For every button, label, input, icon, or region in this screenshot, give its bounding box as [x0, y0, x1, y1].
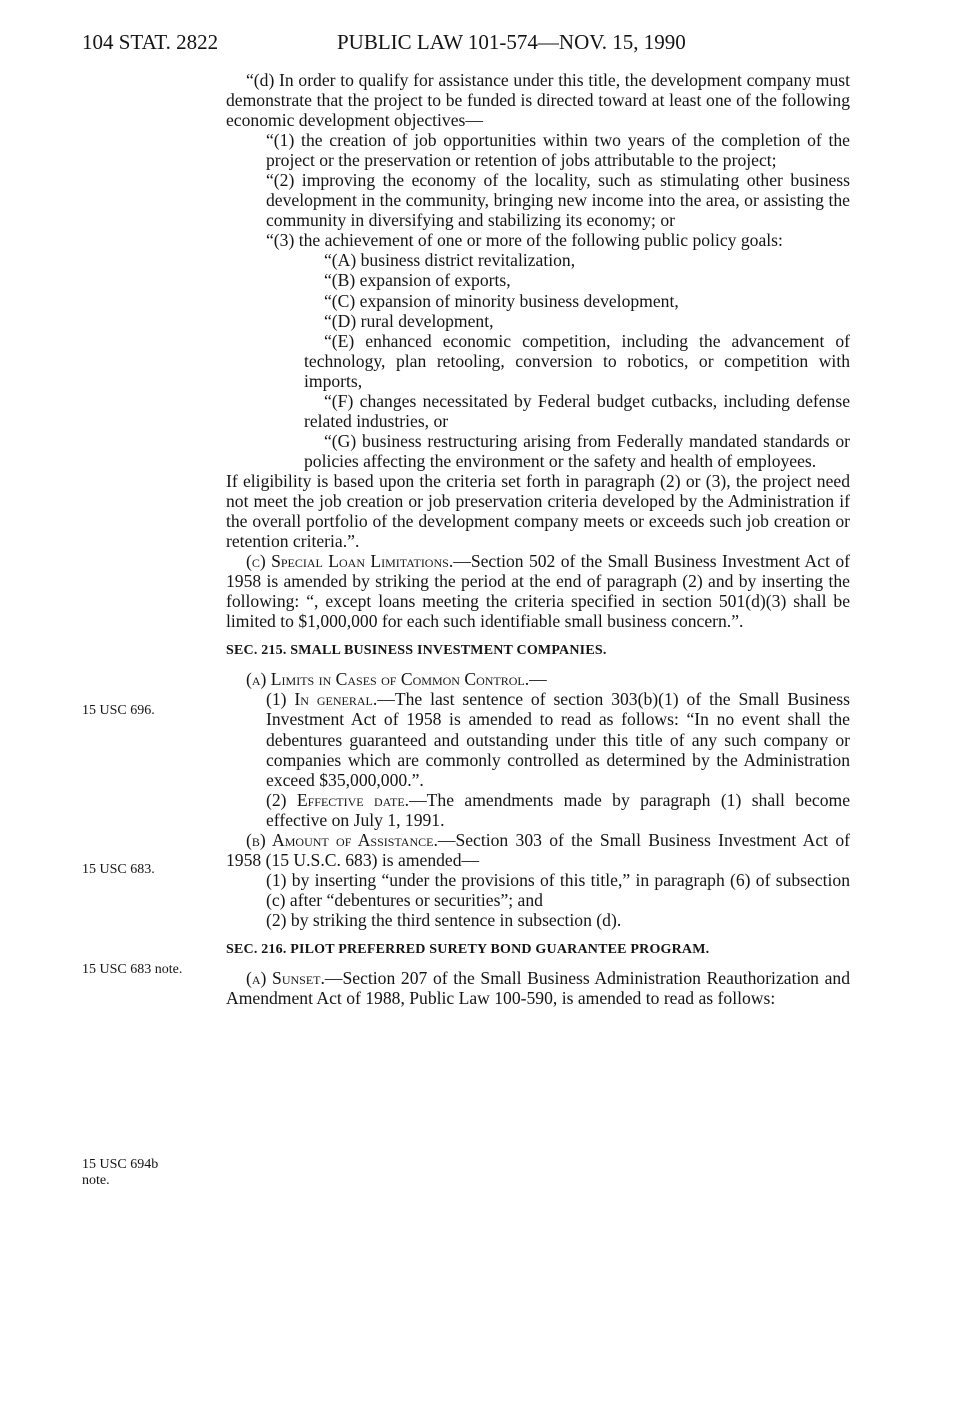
paragraph-a2: [226, 790, 850, 830]
margin-note-694b-note: note.: [82, 1173, 110, 1188]
subsection-c: [226, 551, 850, 631]
subsection-sunset-text: —Section 207 of the Small Business Administration Reauthorization and Amendment Act of 1988, Public Law 100-590, is amended to read as follows:: [226, 968, 850, 1009]
paragraph-b1: (1) by inserting “under the provisions of this title,” in paragraph (6) of subsection (c) after “debentures or securities”; and: [266, 869, 850, 910]
goal-b: “(B) expansion of exports,: [324, 270, 511, 291]
subsection-sunset-label: (a) Sunset.: [246, 968, 325, 989]
subsection-c-label: (c) Special Loan Limitations.: [246, 551, 454, 572]
objective-1: “(1) the creation of job opportunities within two years of the completion of the project or the preservation or retention of jobs attributable to the project;: [266, 130, 850, 171]
subsection-d-intro: “(d) In order to qualify for assistance under this title, the development company must demonstrate that the project to be funded is directed toward at least one of the following economic development objectives—: [226, 70, 850, 131]
section-216-heading: SEC. 216. PILOT PREFERRED SURETY BOND GUARANTEE PROGRAM.: [226, 941, 710, 957]
page-reference: 104 STAT. 2822: [82, 30, 219, 54]
goal-f: “(F) changes necessitated by Federal budget cutbacks, including defense related industries, or: [304, 390, 850, 431]
page-title: PUBLIC LAW 101-574—NOV. 15, 1990: [337, 30, 686, 54]
margin-note-683-note: 15 USC 683 note.: [82, 962, 183, 977]
margin-note-694b: 15 USC 694b: [82, 1157, 159, 1172]
margin-note-696: 15 USC 696.: [82, 703, 155, 718]
subsection-b: [226, 830, 850, 870]
paragraph-b2: (2) by striking the third sentence in subsection (d).: [266, 909, 622, 930]
paragraph-a1-label: (1) In general.: [266, 689, 378, 710]
goal-a: “(A) business district revitalization,: [324, 250, 576, 271]
paragraph-a2-label: (2) Effective date.: [266, 789, 410, 810]
paragraph-a2-text: —The amendments made by paragraph (1) shall become effective on July 1, 1991.: [266, 789, 851, 830]
eligibility-paragraph: If eligibility is based upon the criteria set forth in paragraph (2) or (3), the project need not meet the job creation or job preservation criteria developed by the Administration if the overall portfolio of the development company meets or exceeds such job creation or retention criteria.”.: [226, 470, 850, 552]
subsection-sunset: [226, 968, 850, 1008]
paragraph-a1: [226, 689, 850, 789]
paragraph-a1-text: —The last sentence of section 303(b)(1) of the Small Business Investment Act of 1958 is amended to read as follows: “In no event shall the debentures guaranteed and outstanding under this title of any such company or companies which are commonly controlled as determined by the Administration exceed $35,000,000.”.: [266, 689, 850, 790]
section-215-heading: SEC. 215. SMALL BUSINESS INVESTMENT COMPANIES.: [226, 643, 607, 659]
goal-g: “(G) business restructuring arising from Federally mandated standards or policies affecting the environment or the safety and health of employees.: [304, 430, 850, 471]
goal-c: “(C) expansion of minority business development,: [324, 290, 679, 311]
objective-2: “(2) improving the economy of the locality, such as stimulating other business development in the community, bringing new income into the area, or assisting the community in diversifying and stabilizing its economy; or: [266, 170, 850, 231]
goal-e: “(E) enhanced economic competition, including the advancement of technology, plan retooling, conversion to robotics, or competition with imports,: [304, 330, 850, 391]
page-body: [226, 70, 850, 1008]
objective-3: “(3) the achievement of one or more of the following public policy goals:: [266, 230, 783, 251]
margin-note-683: 15 USC 683.: [82, 862, 155, 877]
subsection-c-text: —Section 502 of the Small Business Investment Act of 1958 is amended by striking the period at the end of paragraph (2) and by inserting the following: “, except loans meeting the criteria specified in section 501(d)(3) shall be limited to $1,000,000 for each such identifiable small business concern.”.: [226, 551, 850, 632]
subsection-b-text: —Section 303 of the Small Business Investment Act of 1958 (15 U.S.C. 683) is amended—: [226, 829, 850, 870]
goal-d: “(D) rural development,: [324, 310, 494, 331]
subsection-a-heading: (a) Limits in Cases of Common Control.—: [246, 669, 547, 690]
subsection-b-label: (b) Amount of Assistance.: [246, 829, 438, 850]
